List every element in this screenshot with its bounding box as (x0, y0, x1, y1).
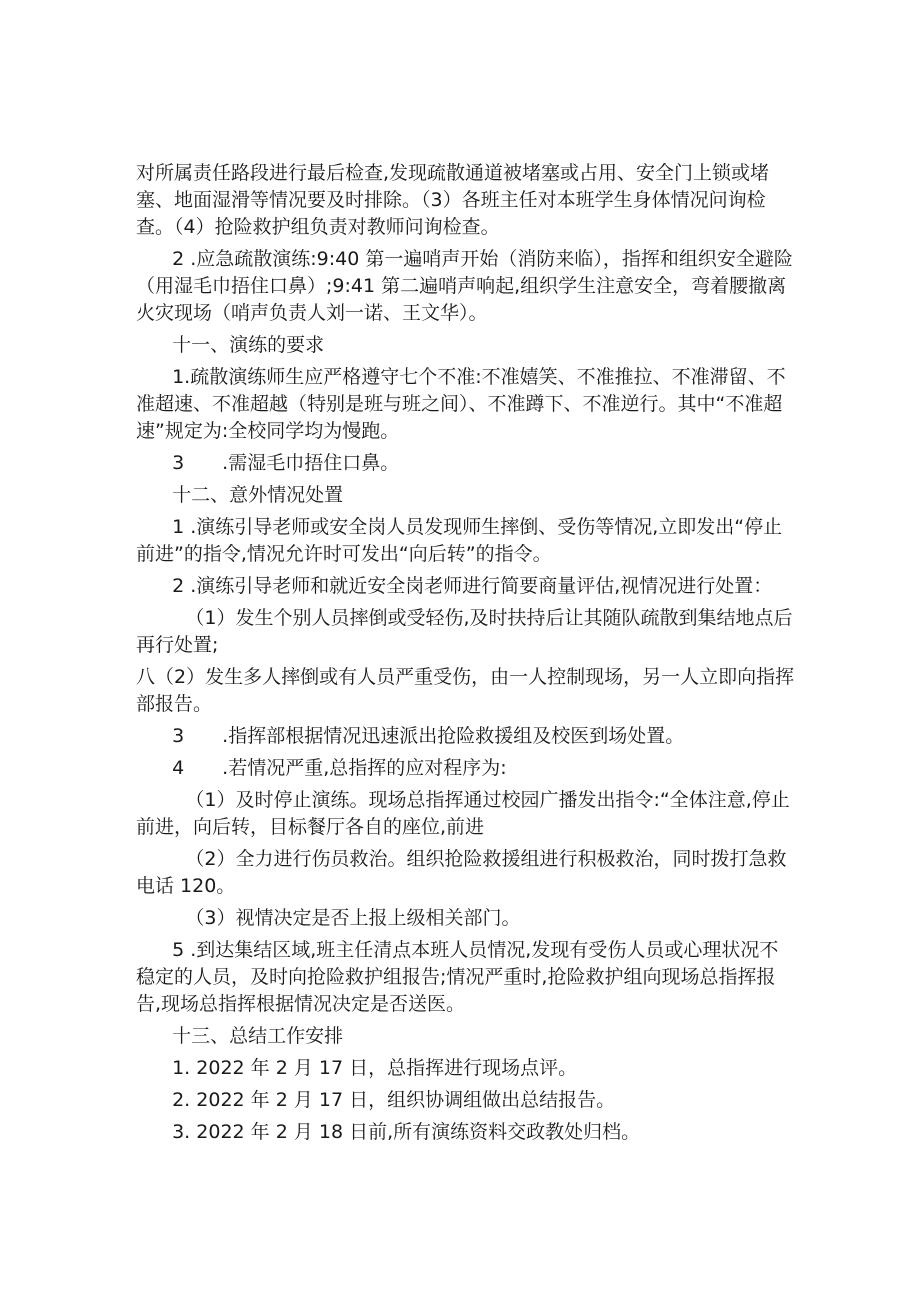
paragraph-summary-3: 3. 2022 年 2 月 18 日前,所有演练资料交政教处归档。 (172, 1121, 641, 1143)
paragraph-summary-1: 1. 2022 年 2 月 17 日，总指挥进行现场点评。 (172, 1057, 578, 1079)
paragraph-evacuation-drill: 2 .应急疏散演练:9:40 第一遍哨声开始（消防来临），指挥和组织安全避险（用湿毛巾捂住口鼻）;9:41 第二遍哨声响起,组织学生注意安全，弯着腰撤离火灾现场（哨声负责人刘一诺、王文华）。 (136, 248, 793, 324)
document-body (136, 160, 796, 1146)
paragraph-summary-2: 2. 2022 年 2 月 17 日，组织协调组做出总结报告。 (172, 1089, 616, 1111)
paragraph-seven-rules: 1.疏散演练师生应严格遵守七个不准:不准嬉笑、不准推拉、不准滞留、不准超速、不准超越（特别是班与班之间）、不准蹲下、不准逆行。其中“不准超速”规定为:全校同学均为慢跑。 (136, 366, 786, 442)
paragraph-report-decision: （3）视情决定是否上报上级相关部门。 (185, 907, 521, 929)
section-heading-11: 十一、演练的要求 (172, 334, 325, 356)
paragraph-stop-drill: （1）及时停止演练。现场总指挥通过校园广播发出指令:“全体注意,停止前进，向后转，目标餐厅各自的座位,前进 (136, 789, 790, 838)
paragraph-severe-procedure: 4 .若情况严重,总指挥的应对程序为: (172, 757, 507, 779)
section-heading-12: 十二、意外情况处置 (172, 484, 344, 506)
paragraph-assembly-area: 5 .到达集结区域,班主任清点本班人员情况,发现有受伤人员或心理状况不稳定的人员，及时向抢险救护组报告;情况严重时,抢险救护组向现场总指挥报告,现场总指挥根据情况决定是否送医。 (136, 939, 779, 1015)
paragraph-rescue-dispatch: 3 .指挥部根据情况迅速派出抢险救援组及校医到场处置。 (172, 725, 685, 747)
paragraph-wet-towel: 3 .需湿毛巾捂住口鼻。 (172, 452, 400, 474)
paragraph-stop-command: 1 .演练引导老师或安全岗人员发现师生摔倒、受伤等情况,立即发出“停止前进”的指令,情况允许时可发出“向后转”的指令。 (136, 516, 783, 565)
paragraph-serious-injury: 八（2）发生多人摔倒或有人员严重受伤，由一人控制现场，另一人立即向指挥部报告。 (136, 666, 795, 715)
paragraph-assessment: 2 .演练引导老师和就近安全岗老师进行简要商量评估,视情况进行处置： (172, 575, 773, 597)
paragraph-minor-injury: （1）发生个别人员摔倒或受轻伤,及时扶持后让其随队疏散到集结地点后再行处置; (136, 607, 793, 656)
paragraph-inspection: 对所属责任路段进行最后检查,发现疏散通道被堵塞或占用、安全门上锁或堵塞、地面湿滑等情况要及时排除。（3）各班主任对本班学生身体情况问询检查。（4）抢险救护组负责对教师问询检查。 (136, 162, 770, 238)
section-heading-13: 十三、总结工作安排 (172, 1025, 344, 1047)
paragraph-treat-injured: （2）全力进行伤员救治。组织抢险救援组进行积极救治，同时拨打急救电话 120。 (136, 848, 787, 897)
